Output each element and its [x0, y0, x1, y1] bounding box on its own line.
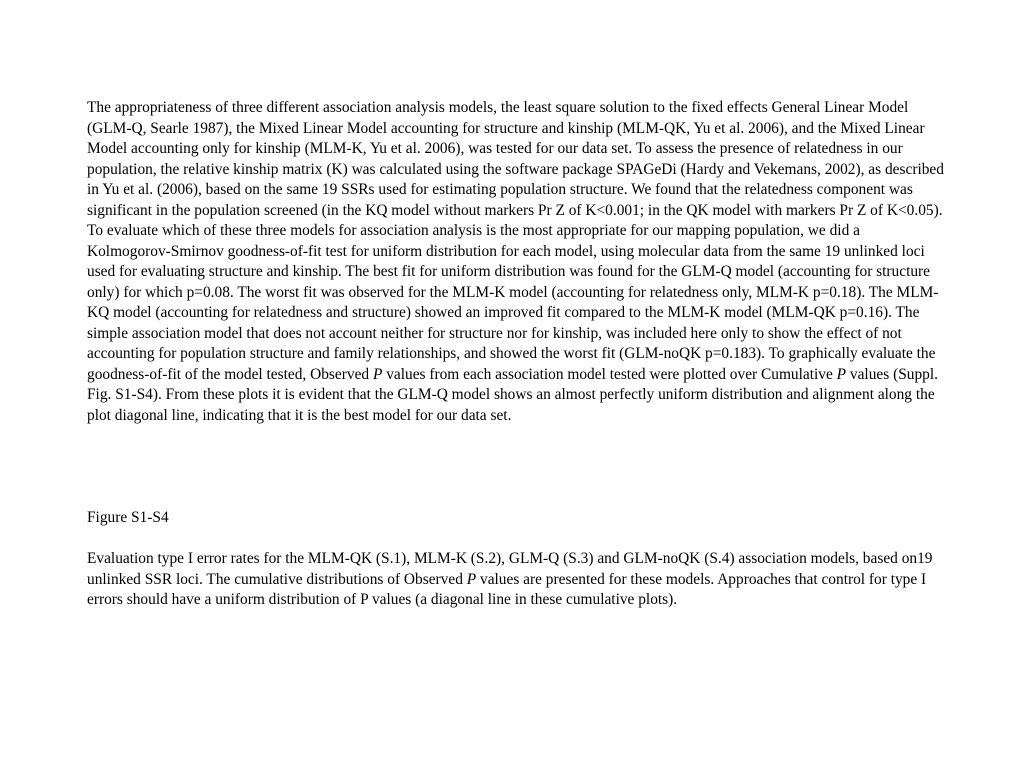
body-paragraph-text — [87, 98, 947, 426]
figure-heading-text: Figure S1-S4 — [87, 509, 169, 526]
body-text-part-3: values (Suppl. Fig. S1-S4). From these plots it is evident that the GLM-Q model shows an almost perfectly uniform distribution and alignment along the plot diagonal line, indicating that it is the best model for our data set. — [87, 365, 938, 424]
italic-p-symbol: P — [372, 365, 383, 383]
body-text-part-2: values from each association model tested were plotted over Cumulative — [382, 365, 837, 383]
italic-p-symbol: P — [836, 365, 847, 383]
caption-text-part-1: Evaluation type I error rates for the MLM-QK (S.1), MLM-K (S.2), GLM-Q (S.3) and GLM-noQK (S.4) association models, based on19 unlinked SSR loci. The cumulative distributions of Observed — [87, 550, 933, 588]
body-paragraph — [87, 98, 947, 426]
caption-text-part-2: values are presented for these models. Approaches that control for type I errors should have a uniform distribution of P values (a diagonal line in these cumulative plots). — [87, 570, 927, 608]
italic-p-symbol: P — [466, 570, 477, 588]
figure-caption-text — [87, 549, 947, 611]
body-text-part-1: The appropriateness of three different association analysis models, the least square solution to the fixed effects General Linear Model (GLM-Q, Searle 1987), the Mixed Linear Model accounting for structure and kinship (MLM-QK, Yu et al. 2006), and the Mixed Linear Model accounting only for kinship (MLM-K, Yu et al. 2006), was tested for our data set. To assess the presence of relatedness in our population, the relative kinship matrix (K) was calculated using the software package SPAGeDi (Hardy and Vekemans, 2002), as described in Yu et al. (2006), based on the same 19 SSRs used for estimating population structure. We found that the relatedness component was significant in the population screened (in the KQ model without markers Pr Z of K<0.001; in the QK model with markers Pr Z of K<0.05). To evaluate which of these three models for association analysis is the most appropriate for our mapping population, we did a Kolmogorov-Smirnov goodness-of-fit test for uniform distribution for each model, using molecular data from the same 19 unlinked loci used for evaluating structure and kinship. The best fit for uniform distribution was found for the GLM-Q model (accounting for structure only) for which p=0.08. The worst fit was observed for the MLM-K model (accounting for relatedness only, MLM-K p=0.18). The MLM-KQ model (accounting for relatedness and structure) showed an improved fit compared to the MLM-K model (MLM-QK p=0.16). The simple association model that does not account neither for structure nor for kinship, was included here only to show the effect of not accounting for population structure and family relationships, and showed the worst fit (GLM-noQK p=0.183). To graphically evaluate the goodness-of-fit of the model tested, Observed — [87, 99, 944, 383]
figure-heading — [87, 508, 947, 529]
figure-caption — [87, 549, 947, 611]
